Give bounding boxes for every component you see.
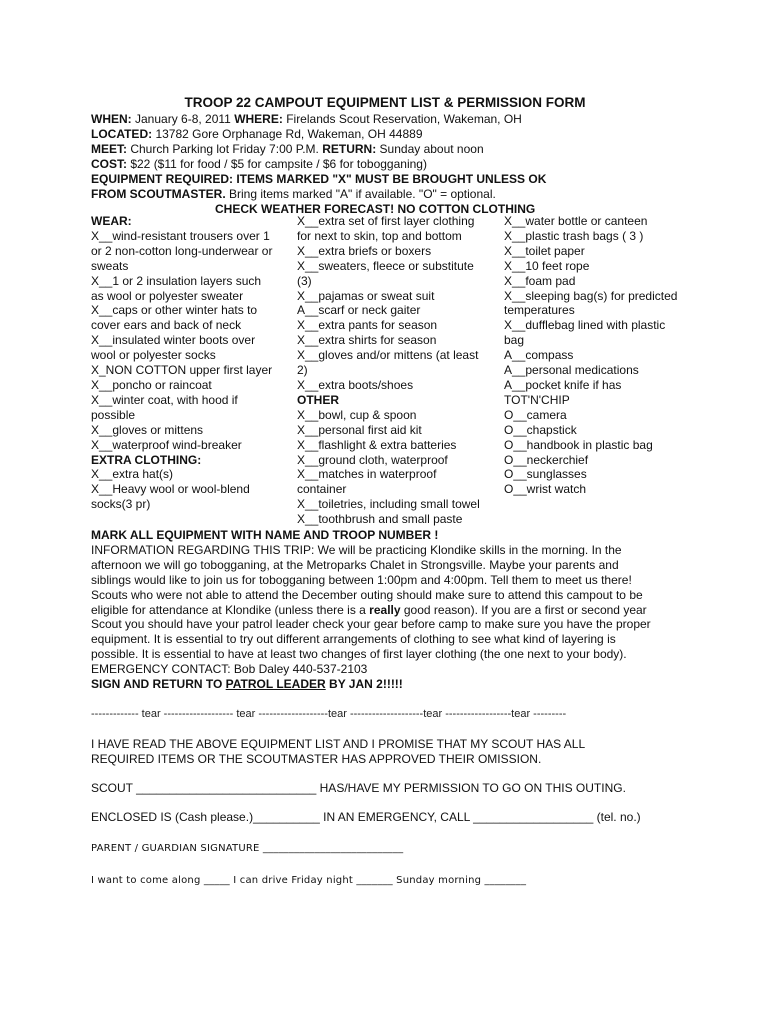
equipment-item: X__extra pants for season [297,318,438,333]
section-heading: EXTRA CLOTHING: [91,452,202,467]
equipment-item: temperatures [504,303,575,318]
equipment-item: sweats [91,258,129,273]
equipment-item: X__toilet paper [504,243,585,258]
statement-line-2: REQUIRED ITEMS OR THE SCOUTMASTER HAS APPROVED THEIR OMISSION. [91,752,542,766]
info-line-5-c: good reason). If you are a first or second year [400,602,647,617]
equipment-required-line: EQUIPMENT REQUIRED: ITEMS MARKED "X" MUST BE BROUGHT UNLESS OK [91,172,547,186]
equipment-column-2 [297,214,497,527]
scoutmaster-bold: FROM SCOUTMASTER. [91,187,226,201]
info-line-5-emphasis: really [369,602,401,617]
parent-signature-line[interactable]: PARENT / GUARDIAN SIGNATURE ___________________________ [91,843,404,854]
equipment-item: X__caps or other winter hats to [91,303,258,318]
equipment-item: A__pocket knife if has [504,377,622,392]
equipment-item: cover ears and back of neck [91,318,242,333]
equipment-item: possible [91,407,136,422]
sign-and-return [91,677,691,692]
equipment-item: X__poncho or raincoat [91,377,212,392]
patrol-leader-emphasis: PATROL LEADER [225,677,326,692]
equipment-item: container [297,482,347,497]
equipment-item: A__personal medications [504,363,639,378]
sign-return-c: BY JAN 2!!!!! [325,677,403,692]
when-label: WHEN: [91,112,132,126]
equipment-item: O__wrist watch [504,482,587,497]
equipment-item: X__10 feet rope [504,258,590,273]
info-line-7: equipment. It is essential to try out different arrangements of clothing to see what kind of layering is [91,632,616,647]
equipment-item: for next to skin, top and bottom [297,228,462,243]
info-line-5 [91,603,691,618]
scout-permission-line[interactable]: SCOUT ___________________________ HAS/HAVE MY PERMISSION TO GO ON THIS OUTING. [91,781,626,795]
equipment-item: X__gloves or mittens [91,422,204,437]
sign-return-a: SIGN AND RETURN TO [91,677,226,692]
equipment-item: X__1 or 2 insulation layers such [91,273,262,288]
equipment-item: TOT'N'CHIP [504,392,570,407]
equipment-item: X__personal first aid kit [297,422,422,437]
equipment-item: X__gloves and/or mittens (at least [297,348,479,363]
statement-line-1: I HAVE READ THE ABOVE EQUIPMENT LIST AND I PROMISE THAT MY SCOUT HAS ALL [91,737,586,751]
scoutmaster-line [91,187,691,202]
located-line [91,127,691,142]
trip-details [91,112,691,217]
emergency-contact: EMERGENCY CONTACT: Bob Daley 440-537-2103 [91,662,368,677]
equipment-item: X__extra hat(s) [91,467,174,482]
equipment-item: X__sweaters, fleece or substitute [297,258,474,273]
meet-value: Church Parking lot Friday 7:00 P.M. [127,142,323,156]
equipment-item: X__plastic trash bags ( 3 ) [504,228,644,243]
weather-warning: CHECK WEATHER FORECAST! NO COTTON CLOTHING [215,202,536,216]
info-line-1: INFORMATION REGARDING THIS TRIP: We will be practicing Klondike skills in the morning. In the [91,542,622,557]
meet-label: MEET: [91,142,127,156]
return-value: Sunday about noon [376,142,484,156]
equipment-item: O__camera [504,407,567,422]
equipment-item: O__chapstick [504,422,577,437]
equipment-item: or 2 non-cotton long-underwear or [91,243,273,258]
equipment-item: X__sleeping bag(s) for predicted [504,288,678,303]
form-title: TROOP 22 CAMPOUT EQUIPMENT LIST & PERMISSION FORM [184,95,586,110]
when-where-line [91,112,691,127]
equipment-item: X__ground cloth, waterproof [297,452,448,467]
equipment-item: X_NON COTTON upper first layer [91,363,273,378]
info-line-4: Scouts who were not able to attend the December outing should make sure to attend this campout to be [91,587,643,602]
section-heading: WEAR: [91,214,132,228]
equipment-item: X__flashlight & extra batteries [297,437,457,452]
cost-value: $22 ($11 for food / $5 for campsite / $6 for tobogganing) [127,157,427,171]
info-line-6: Scout you should have your patrol leader check your gear before camp to make sure you have the proper [91,617,651,632]
equipment-item: X__toothbrush and small paste [297,512,463,527]
equipment-item: X__bowl, cup & spoon [297,407,417,422]
equipment-item: 2) [297,363,308,378]
trip-information [91,528,691,692]
section-heading: OTHER [297,392,339,407]
equipment-item: X__extra shirts for season [297,333,437,348]
tear-line: ------------- tear ------------------- tear -------------------tear --------------------tear ------------------tear --------- [91,708,567,720]
return-label: RETURN: [322,142,377,156]
located-label: LOCATED: [91,127,153,141]
equipment-item: O__sunglasses [504,467,587,482]
equipment-item: X__matches in waterproof [297,467,437,482]
where-value: Firelands Scout Reservation, Wakeman, OH [282,112,522,126]
where-label: WHERE: [234,112,283,126]
equipment-item: X__extra set of first layer clothing [297,214,475,228]
equipment-item: O__handbook in plastic bag [504,437,653,452]
equipment-item: X__wind-resistant trousers over 1 [91,228,270,243]
equipment-column-1 [91,214,291,512]
info-line-8: possible. It is essential to have at least two changes of first layer clothing (the one next to your body). [91,647,627,662]
info-line-3: siblings would like to join us for tobogganing between 1:00pm and 4:00pm. Tell them to meet us there! [91,572,632,587]
equipment-column-3 [504,214,694,497]
mark-equipment-notice: MARK ALL EQUIPMENT WITH NAME AND TROOP NUMBER ! [91,528,439,542]
equipment-item: as wool or polyester sweater [91,288,244,303]
meet-return-line [91,142,691,157]
equipment-item: X__water bottle or canteen [504,214,648,228]
equipment-item: X__pajamas or sweat suit [297,288,435,303]
enclosed-emergency-line[interactable]: ENCLOSED IS (Cash please.)__________ IN AN EMERGENCY, CALL __________________ (tel. no.) [91,810,641,824]
equipment-item: X__extra briefs or boxers [297,243,432,258]
equipment-item: A__compass [504,348,574,363]
equipment-item: O__neckerchief [504,452,589,467]
when-value: January 6-8, 2011 [131,112,235,126]
equipment-item: A__scarf or neck gaiter [297,303,421,318]
equipment-item: socks(3 pr) [91,497,151,512]
info-line-2: afternoon we will go tobogganing, at the Metroparks Chalet in Strongsville. Maybe your parents and [91,557,619,572]
equipment-item: X__winter coat, with hood if [91,392,238,407]
equipment-item: X__foam pad [504,273,576,288]
equipment-item: X__extra boots/shoes [297,377,414,392]
cost-label: COST: [91,157,127,171]
equipment-item: (3) [297,273,312,288]
scoutmaster-rest: Bring items marked "A" if available. "O" = optional. [225,187,496,201]
cost-line [91,157,691,172]
equipment-item: X__dufflebag lined with plastic [504,318,666,333]
equipment-item: wool or polyester socks [91,348,216,363]
equipment-item: X__waterproof wind-breaker [91,437,242,452]
located-value: 13782 Gore Orphanage Rd, Wakeman, OH 44889 [152,127,423,141]
equipment-item: bag [504,333,525,348]
attendance-options-line[interactable]: I want to come along _____ I can drive Friday night _______ Sunday morning ________ [91,875,527,886]
equipment-item: X__Heavy wool or wool-blend [91,482,250,497]
equipment-item: X__toiletries, including small towel [297,497,480,512]
info-line-5-a: eligible for attendance at Klondike (unless there is a [91,602,370,617]
parent-statement [91,737,691,767]
equipment-item: X__insulated winter boots over [91,333,256,348]
